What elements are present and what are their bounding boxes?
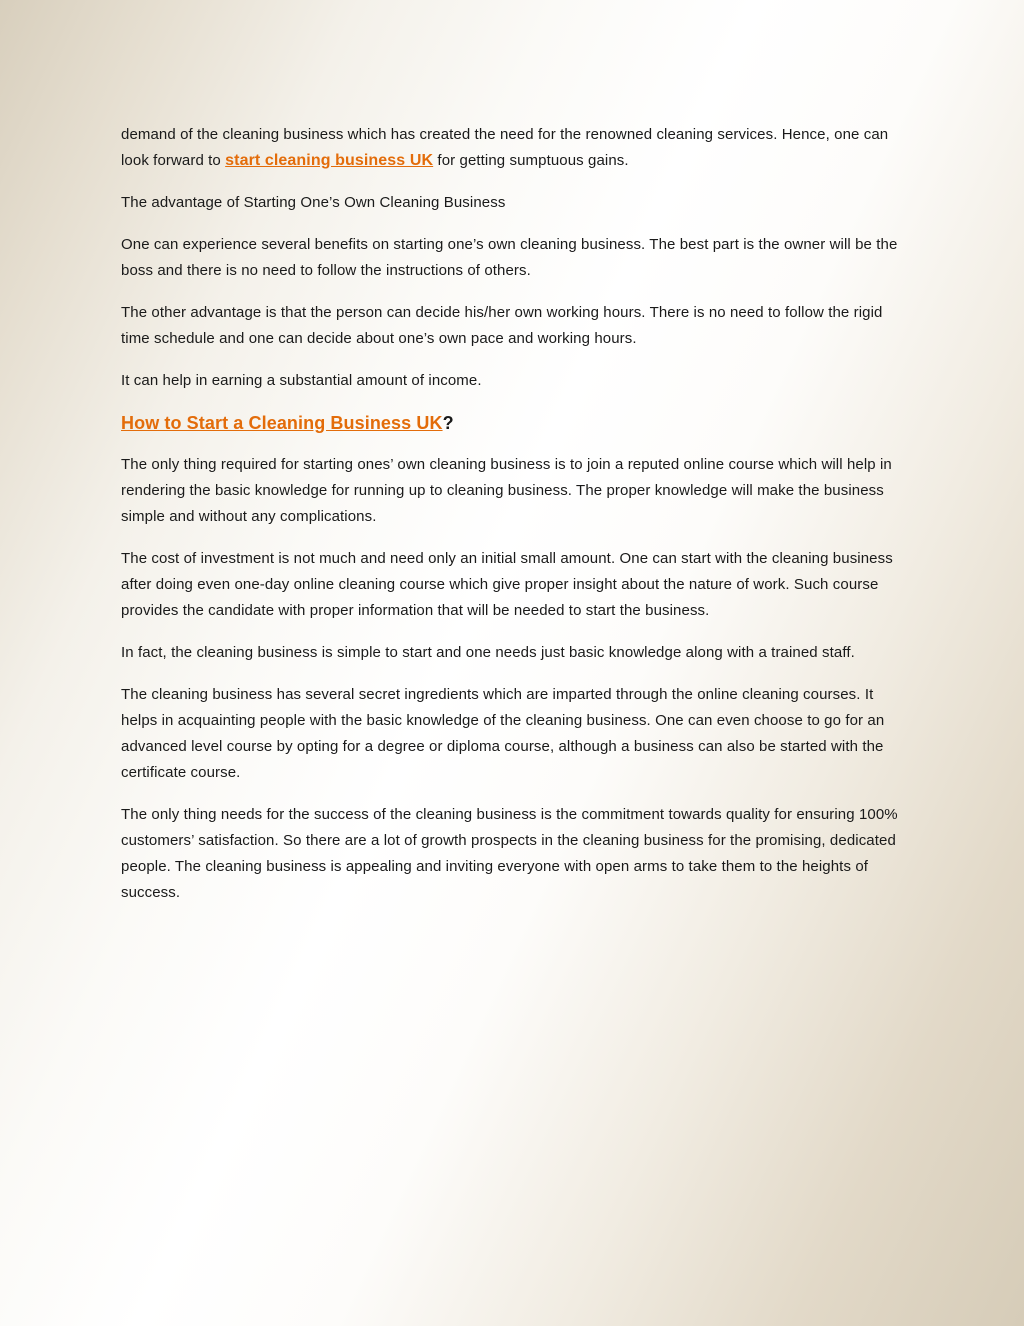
heading-question-mark: ?: [442, 413, 454, 433]
paragraph-advantage-title: The advantage of Starting One’s Own Cleaning Business: [121, 194, 506, 211]
how-to-start-heading-link[interactable]: How to Start a Cleaning Business UK: [121, 413, 443, 433]
start-cleaning-business-link[interactable]: start cleaning business UK: [225, 152, 434, 169]
paragraph-investment: The cost of investment is not much and need only an initial small amount. One can start with the cleaning business after doing even one-day online cleaning course which give proper insight about the nature of work. Such course provides the candidate with proper information that will be needed to start the business.: [121, 550, 893, 619]
paragraph-benefits: One can experience several benefits on starting one’s own cleaning business. The best part is the owner will be the boss and there is no need to follow the instructions of others.: [121, 236, 898, 279]
paragraph-success: The only thing needs for the success of the cleaning business is the commitment towards quality for ensuring 100% customers’ satisfaction. So there are a lot of growth prospects in the cleaning business for the promising, dedicated people. The cleaning business is appealing and inviting everyone with open arms to take them to the heights of success.: [121, 806, 898, 901]
paragraph-online-course: The only thing required for starting ones’ own cleaning business is to join a reputed online course which will help in rendering the basic knowledge for running up to cleaning business. The proper knowledge will make the business simple and without any complications.: [121, 456, 892, 525]
paragraph-secret-ingredients: The cleaning business has several secret ingredients which are imparted through the online cleaning courses. It helps in acquainting people with the basic knowledge of the cleaning business. One can even choose to go for an advanced level course by opting for a degree or diploma course, although a business can also be started with the certificate course.: [121, 686, 885, 781]
paragraph-intro-text-start: demand of the cleaning business which has created the need for the renowned cleaning services. Hence, one can look forward to: [121, 126, 889, 169]
document-body: [121, 122, 911, 922]
paragraph-simple-start: In fact, the cleaning business is simple to start and one needs just basic knowledge along with a trained staff.: [121, 644, 855, 661]
paragraph-income: It can help in earning a substantial amount of income.: [121, 372, 482, 389]
paragraph-intro-text-end: for getting sumptuous gains.: [433, 152, 629, 169]
paragraph-intro: [121, 122, 911, 174]
section-heading: [121, 410, 911, 436]
paragraph-working-hours: The other advantage is that the person can decide his/her own working hours. There is no need to follow the rigid time schedule and one can decide about one’s own pace and working hours.: [121, 304, 883, 347]
